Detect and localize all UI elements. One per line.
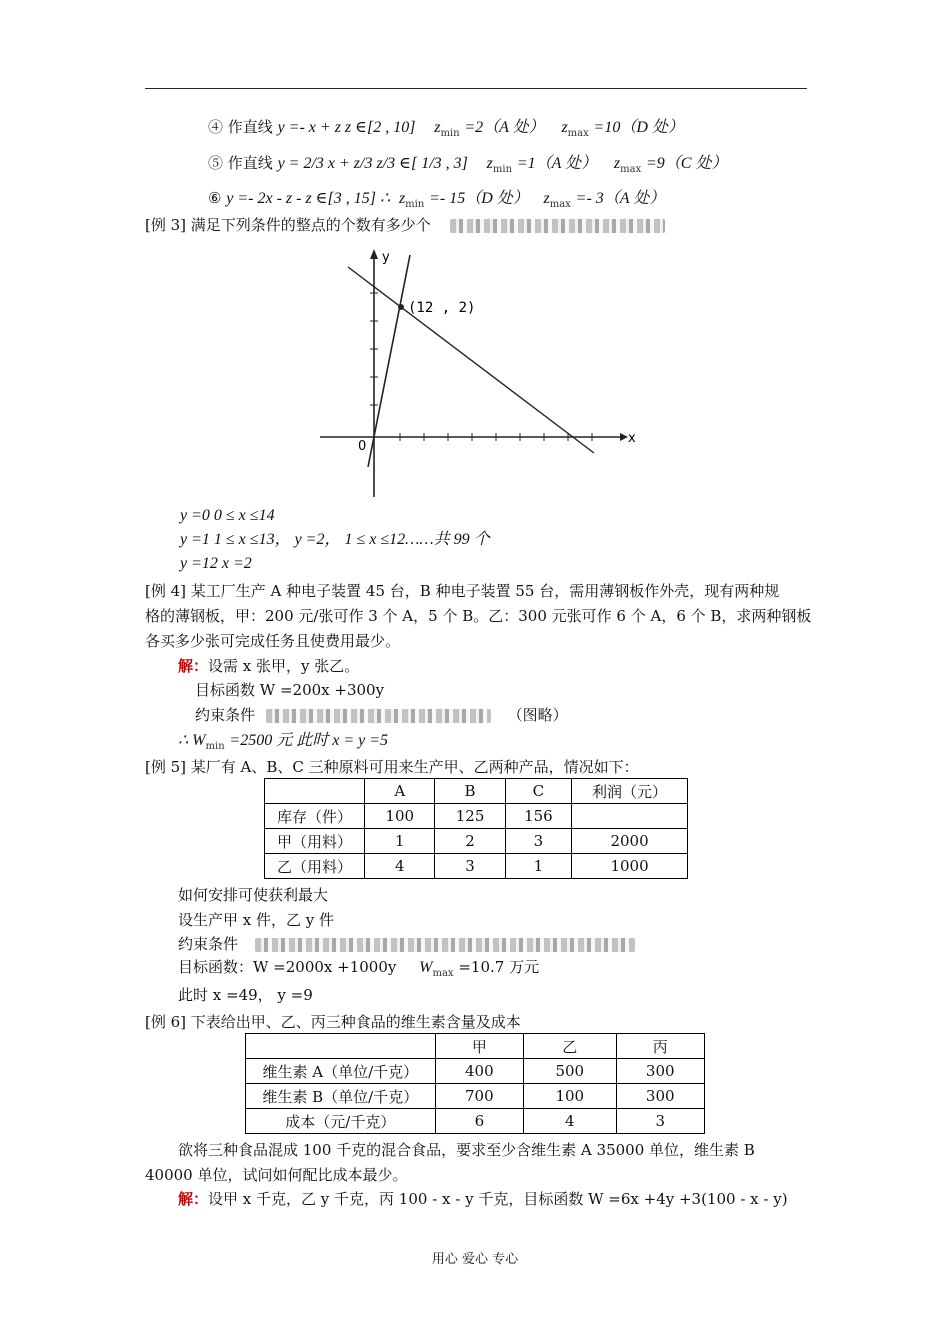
ex6-table xyxy=(245,1033,705,1134)
ex3-line-3: y =12 x =2 xyxy=(180,555,252,572)
constraint-formula-image xyxy=(255,938,635,952)
table-row: 维生素 A（单位/千克） 400 500 300 xyxy=(246,1059,705,1084)
ex5-table xyxy=(264,778,688,879)
ex5-result: 此时 x =49， y =9 xyxy=(178,986,313,1004)
table-header-row: A B C 利润（元） xyxy=(265,779,688,804)
table-row: 成本（元/千克） 6 4 3 xyxy=(246,1109,705,1134)
ex5-setup: 设生产甲 x 件，乙 y 件 xyxy=(178,911,335,929)
intersection-point xyxy=(398,304,404,310)
ex4-constraint: 约束条件 （图略） xyxy=(195,706,568,724)
ex4-result: ∴ $W_{min} =2500$ 元 此时 x = y =5 xyxy=(178,732,389,752)
solution-label: 解： xyxy=(178,657,209,675)
constraint-formula-image xyxy=(266,709,491,723)
ex4-para-2: 格的薄钢板，甲：200 元/张可作 3 个 A，5 个 B。乙：300 元张可作 6 个 A，6 个 B，求两种钢板 xyxy=(145,607,812,625)
table-row: 甲（用料） 1 2 3 2000 xyxy=(265,829,688,854)
ex6-para-1: 欲将三种食品混成 100 千克的混合食品，要求至少含维生素 A 35000 单位，维生素 B xyxy=(178,1141,755,1159)
table-row: 乙（用料） 4 3 1 1000 xyxy=(265,854,688,879)
step-5: ⑤ 作直线 y = 2/3 x + z/3 z/3 ∈[ 1/3 , 3] $z_{min} =1(A$ 处） $z_{max} =9(C$ 处） xyxy=(208,154,728,175)
table-row: 维生素 B（单位/千克） 700 100 300 xyxy=(246,1084,705,1109)
ex6-solution: 解：设甲 x 千克，乙 y 千克，丙 100 - x - y 千克，目标函数 W =6x +4y +3(100 - x - y) xyxy=(178,1190,788,1208)
solution-label: 解： xyxy=(178,1190,209,1208)
ex5-title: [例 5] 某厂有 A、B、C 三种原料可用来生产甲、乙两种产品，情况如下： xyxy=(145,758,639,776)
ex5-constraint: 约束条件 xyxy=(178,934,635,954)
ex6-title: [例 6] 下表给出甲、乙、丙三种食品的维生素含量及成本 xyxy=(145,1013,521,1031)
ex3-line-2: y =1 1 ≤ x ≤13， y =2， 1 ≤ x ≤12……共 99 个 xyxy=(180,531,490,548)
table-header-row: 甲 乙 丙 xyxy=(246,1034,705,1059)
ex5-question: 如何安排可使获利最大 xyxy=(178,886,329,904)
y-axis-label: y xyxy=(382,250,390,265)
page-footer: 用心 爱心 专心 xyxy=(431,1252,519,1267)
origin-label: 0 xyxy=(358,439,367,454)
ex4-solution: 解：设需 x 张甲，y 张乙。 xyxy=(178,657,360,675)
y-axis-arrow-icon xyxy=(370,249,378,259)
x-axis-arrow-icon xyxy=(620,433,628,441)
header-rule xyxy=(145,88,807,89)
ex4-para-1: [例 4] 某工厂生产 A 种电子装置 45 台，B 种电子装置 55 台，需用薄钢板作外壳，现有两种规 xyxy=(145,582,780,600)
ex3-line-1: y =0 0 ≤ x ≤14 xyxy=(180,507,275,524)
ex5-objective: 目标函数：W =2000x +1000y $W_{max} =10.7$ 万元 xyxy=(178,958,540,979)
ex6-para-2: 40000 单位，试问如何配比成本最少。 xyxy=(145,1166,408,1184)
step-4: ④ 作直线 y =- x + z z ∈[2 , 10] $z_{min} =2(A$ 处） $z_{max} =10(D$ 处） xyxy=(208,118,684,139)
formula-image xyxy=(450,219,665,233)
ex4-objective: 目标函数 W =200x +300y xyxy=(195,681,385,699)
step-6: ⑥ y =- 2x - z - z ∈[3 , 15] ∴ $z_{min} =- 15(D$ 处） $z_{max} =- 3(A$ 处） xyxy=(208,189,666,210)
ex4-para-3: 各买多少张可完成任务且使费用最少。 xyxy=(145,632,401,650)
x-axis-label: x xyxy=(628,431,636,446)
example-3-title: [例 3] 满足下列条件的整点的个数有多少个 xyxy=(145,215,665,235)
example-3-graph xyxy=(310,245,640,505)
table-row: 库存（件） 100 125 156 xyxy=(265,804,688,829)
point-label: (12 , 2) xyxy=(408,300,476,316)
